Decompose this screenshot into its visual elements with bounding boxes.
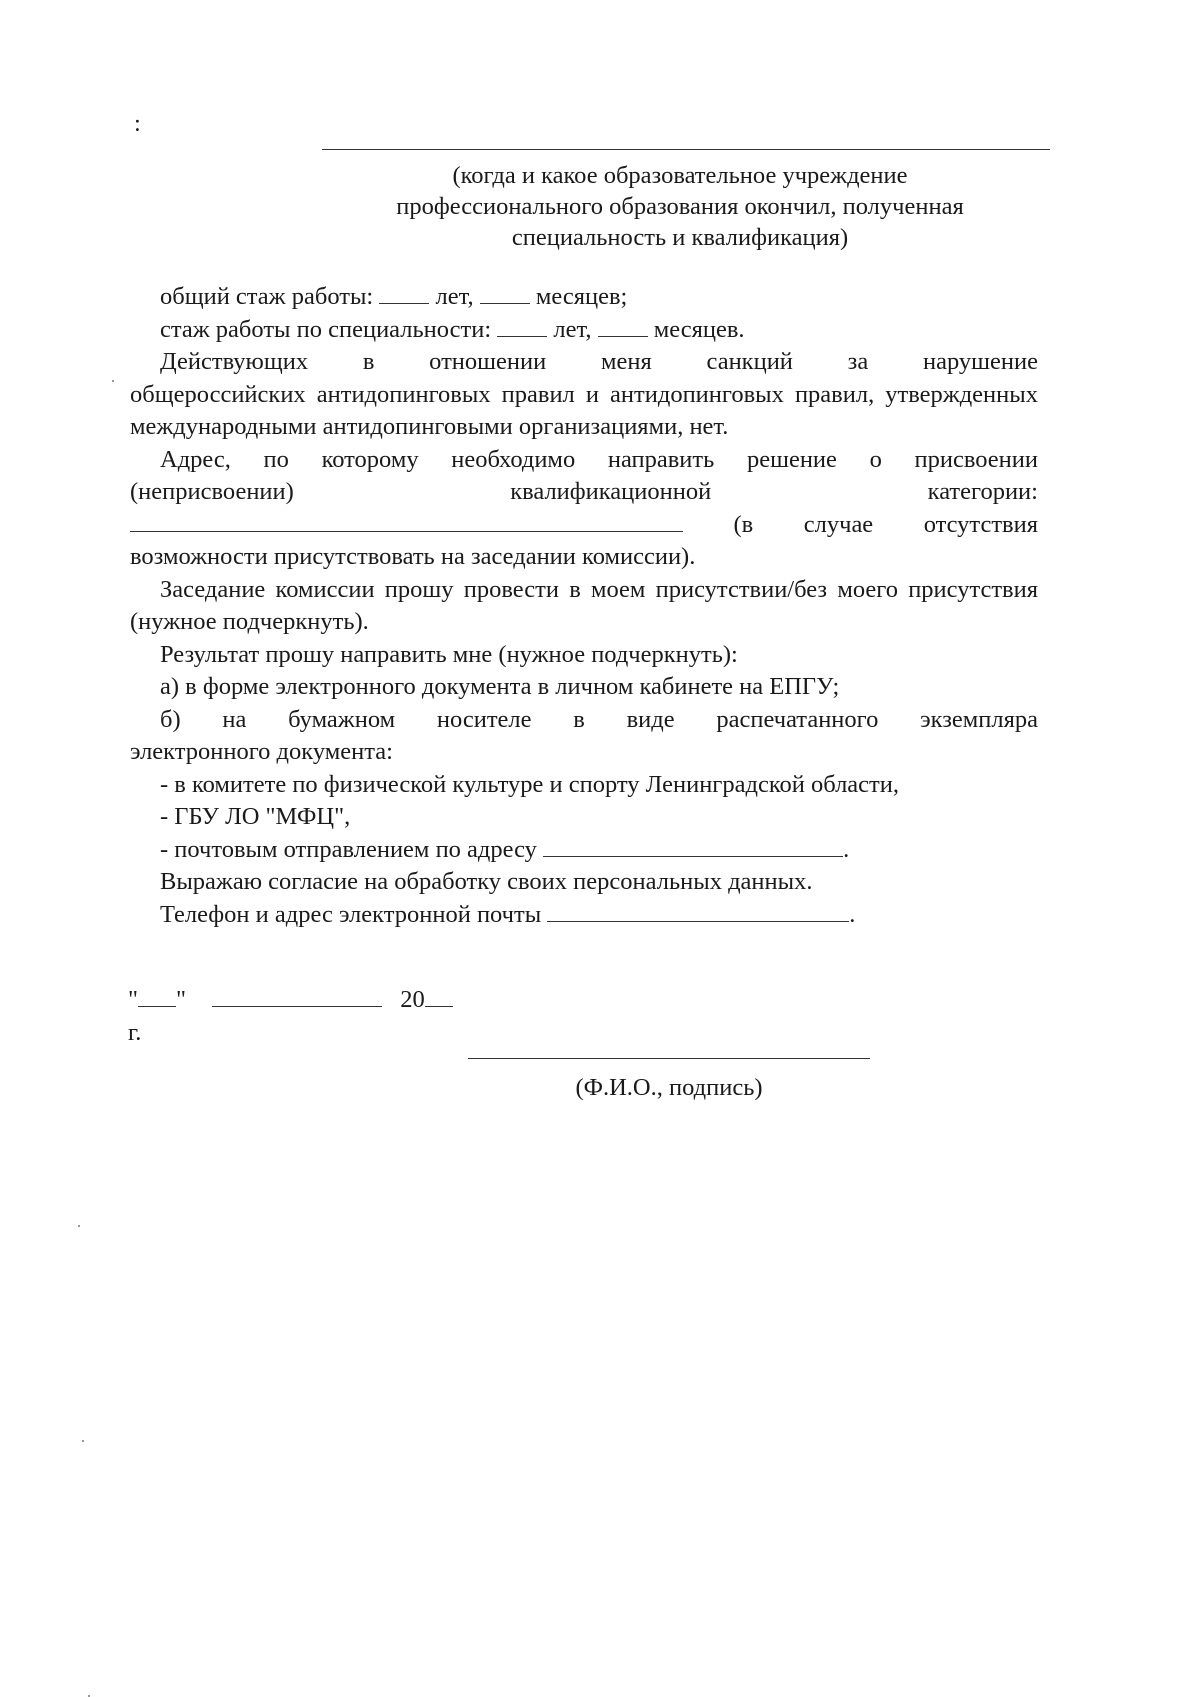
year-field[interactable] (425, 984, 453, 1007)
word: носителе (436, 705, 532, 733)
word: экземпляра (920, 705, 1038, 733)
months-word: месяцев; (535, 283, 628, 310)
address-field[interactable] (130, 509, 683, 532)
meeting-paragraph: Заседание комиссии прошу провести в моем присутствии/без моего присутствия (нужное подчеркнуть). (130, 575, 1038, 635)
address-line-3 (130, 509, 1038, 542)
result-option-b-continued: электронного документа: (130, 738, 393, 765)
bullet-committee[interactable]: - в комитете по физической культуре и спорту Ленинградской области, (160, 770, 899, 798)
year-prefix: 20 (400, 986, 425, 1013)
document-body (130, 281, 1038, 931)
general-experience-line (130, 281, 1038, 314)
day-field[interactable] (138, 984, 176, 1007)
address-line-1: Адрес, по которому необходимо направить решение о присвоении (160, 445, 1038, 473)
year-suffix: г. (128, 1019, 142, 1046)
word: виде (626, 705, 675, 733)
word: меня (601, 348, 652, 375)
word: распечатанного (716, 705, 879, 733)
years-word: лет, (553, 315, 592, 343)
contact-label: Телефон и адрес электронной почты (160, 900, 542, 928)
bullet-mfc[interactable]: - ГБУ ЛО "МФЦ", (160, 803, 351, 830)
word: бумажном (288, 705, 396, 733)
word: нарушение (922, 348, 1038, 375)
word: квалификационной (510, 478, 712, 505)
sanctions-paragraph (130, 346, 1038, 444)
result-option-a[interactable]: а) в форме электронного документа в личном кабинете на ЕПГУ; (160, 673, 840, 700)
contact-field[interactable] (547, 899, 849, 922)
sanctions-text: общероссийских антидопинговых правил и антидопинговых правил, утвержденных международными антидопинговыми организациями, нет. (130, 380, 1038, 440)
period: . (843, 835, 850, 863)
quote-close: " (176, 986, 187, 1013)
word: в (362, 348, 375, 375)
word: категории: (927, 478, 1038, 505)
leading-colon: : (134, 110, 141, 137)
word: отсутствия (923, 510, 1038, 538)
education-blank-line[interactable] (322, 149, 1050, 150)
years-word: лет, (435, 283, 474, 310)
word: случае (803, 510, 874, 538)
special-experience-label: стаж работы по специальности: (160, 315, 492, 343)
general-months-field[interactable] (480, 281, 530, 304)
bullet-post[interactable] (130, 834, 1038, 867)
address-line-2 (130, 476, 1038, 509)
word: б) (160, 705, 181, 733)
special-experience-line (130, 314, 1038, 347)
word: на (222, 705, 247, 733)
special-years-field[interactable] (497, 314, 547, 337)
sanctions-first-line (130, 346, 1038, 379)
months-word: месяцев. (653, 315, 745, 343)
word: отношении (429, 348, 547, 375)
postal-address-field[interactable] (543, 834, 843, 857)
education-caption-line: (когда и какое образовательное учреждение (452, 162, 908, 189)
consent-line: Выражаю согласие на обработку своих персональных данных. (160, 868, 813, 895)
address-line-4: возможности присутствовать на заседании комиссии). (130, 543, 696, 570)
word: (в (733, 510, 754, 538)
address-paragraph (130, 444, 1038, 574)
scan-speck (82, 1440, 84, 1442)
date-row (128, 984, 453, 1017)
scan-speck (78, 1225, 80, 1227)
education-caption-line: специальность и квалификация) (511, 224, 849, 251)
month-field[interactable] (212, 984, 382, 1007)
result-option-b[interactable] (130, 704, 1038, 737)
word: Действующих (160, 348, 309, 375)
general-years-field[interactable] (379, 281, 429, 304)
contact-line (130, 899, 1038, 932)
period: . (849, 900, 856, 928)
result-intro: Результат прошу направить мне (нужное подчеркнуть): (160, 640, 738, 668)
special-months-field[interactable] (598, 314, 648, 337)
bullet-post-label: - почтовым отправлением по адресу (160, 835, 537, 863)
word: санкций (706, 348, 793, 375)
scan-speck (112, 380, 114, 382)
signature-caption: (Ф.И.О., подпись) (575, 1074, 763, 1101)
education-caption-line: профессионального образования окончил, полученная (396, 193, 964, 220)
education-caption (300, 160, 1060, 253)
word: в (573, 705, 585, 733)
word: (неприсвоении) (130, 478, 294, 505)
word: за (847, 348, 869, 375)
general-experience-label: общий стаж работы: (160, 283, 374, 310)
signature-line[interactable] (468, 1058, 870, 1059)
quote-open: " (128, 986, 139, 1013)
